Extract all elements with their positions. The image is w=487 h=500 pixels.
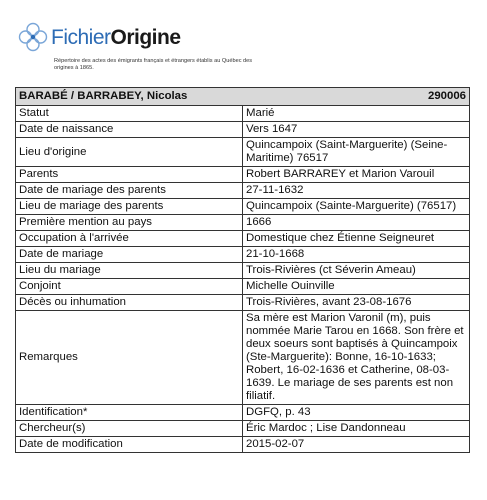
brand-name <box>51 26 181 50</box>
field-value: Marié <box>243 106 470 122</box>
record-title-row <box>16 88 470 106</box>
field-value: Robert BARRAREY et Marion Varouil <box>243 167 470 183</box>
field-value: 1666 <box>243 215 470 231</box>
field-value: 2015-02-07 <box>243 437 470 453</box>
record-table <box>15 87 470 453</box>
field-value: Trois-Rivières (ct Séverin Ameau) <box>243 263 470 279</box>
field-label: Date de naissance <box>16 122 243 138</box>
field-row <box>16 183 470 199</box>
field-row <box>16 247 470 263</box>
field-value: 27-11-1632 <box>243 183 470 199</box>
record-id: 290006 <box>427 90 466 102</box>
field-label: Remarques <box>16 311 243 405</box>
field-label: Identification* <box>16 405 243 421</box>
field-label: Statut <box>16 106 243 122</box>
field-value: Domestique chez Étienne Seigneuret <box>243 231 470 247</box>
field-label: Date de mariage des parents <box>16 183 243 199</box>
brand-name-part1: Fichier <box>51 26 111 49</box>
field-row <box>16 167 470 183</box>
field-row <box>16 405 470 421</box>
field-label: Lieu du mariage <box>16 263 243 279</box>
field-row <box>16 106 470 122</box>
field-label: Occupation à l'arrivée <box>16 231 243 247</box>
field-label: Date de mariage <box>16 247 243 263</box>
field-row <box>16 199 470 215</box>
field-row <box>16 437 470 453</box>
field-row <box>16 122 470 138</box>
brand-name-part2: Origine <box>110 26 181 49</box>
field-row <box>16 231 470 247</box>
field-row <box>16 311 470 405</box>
brand-tagline: Répertoire des actes des émigrants français et étrangers établis au Québec des origines à 1865. <box>54 58 253 71</box>
field-row <box>16 421 470 437</box>
site-header <box>18 18 318 88</box>
field-value: Michelle Ouinville <box>243 279 470 295</box>
field-label: Première mention au pays <box>16 215 243 231</box>
field-value: Quincampoix (Sainte-Marguerite) (76517) <box>243 199 470 215</box>
field-value: 21-10-1668 <box>243 247 470 263</box>
record-name: BARABÉ / BARRABEY, Nicolas <box>19 90 188 102</box>
field-label: Chercheur(s) <box>16 421 243 437</box>
field-label: Lieu de mariage des parents <box>16 199 243 215</box>
field-label: Lieu d'origine <box>16 138 243 167</box>
flower-logo-icon <box>18 22 48 52</box>
field-label: Date de modification <box>16 437 243 453</box>
field-value: Éric Mardoc ; Lise Dandonneau <box>243 421 470 437</box>
field-row <box>16 295 470 311</box>
field-label: Décès ou inhumation <box>16 295 243 311</box>
field-value: Sa mère est Marion Varonil (m), puis nommée Marie Tarou en 1668. Son frère et deux soeurs sont baptisés à Quincampoix (Ste-Marguerite): Bonne, 16-10-1633; Robert, 16-02-1636 et Catherine, 08-03-1639. Le mariage de ses parents est non filiatif. <box>243 311 470 405</box>
field-label: Parents <box>16 167 243 183</box>
field-label: Conjoint <box>16 279 243 295</box>
field-row <box>16 215 470 231</box>
field-row <box>16 138 470 167</box>
record-title-cell <box>16 88 470 106</box>
field-value: Trois-Rivières, avant 23-08-1676 <box>243 295 470 311</box>
field-row <box>16 263 470 279</box>
field-row <box>16 279 470 295</box>
field-value: Quincampoix (Saint-Marguerite) (Seine-Maritime) 76517 <box>243 138 470 167</box>
field-value: DGFQ, p. 43 <box>243 405 470 421</box>
field-value: Vers 1647 <box>243 122 470 138</box>
